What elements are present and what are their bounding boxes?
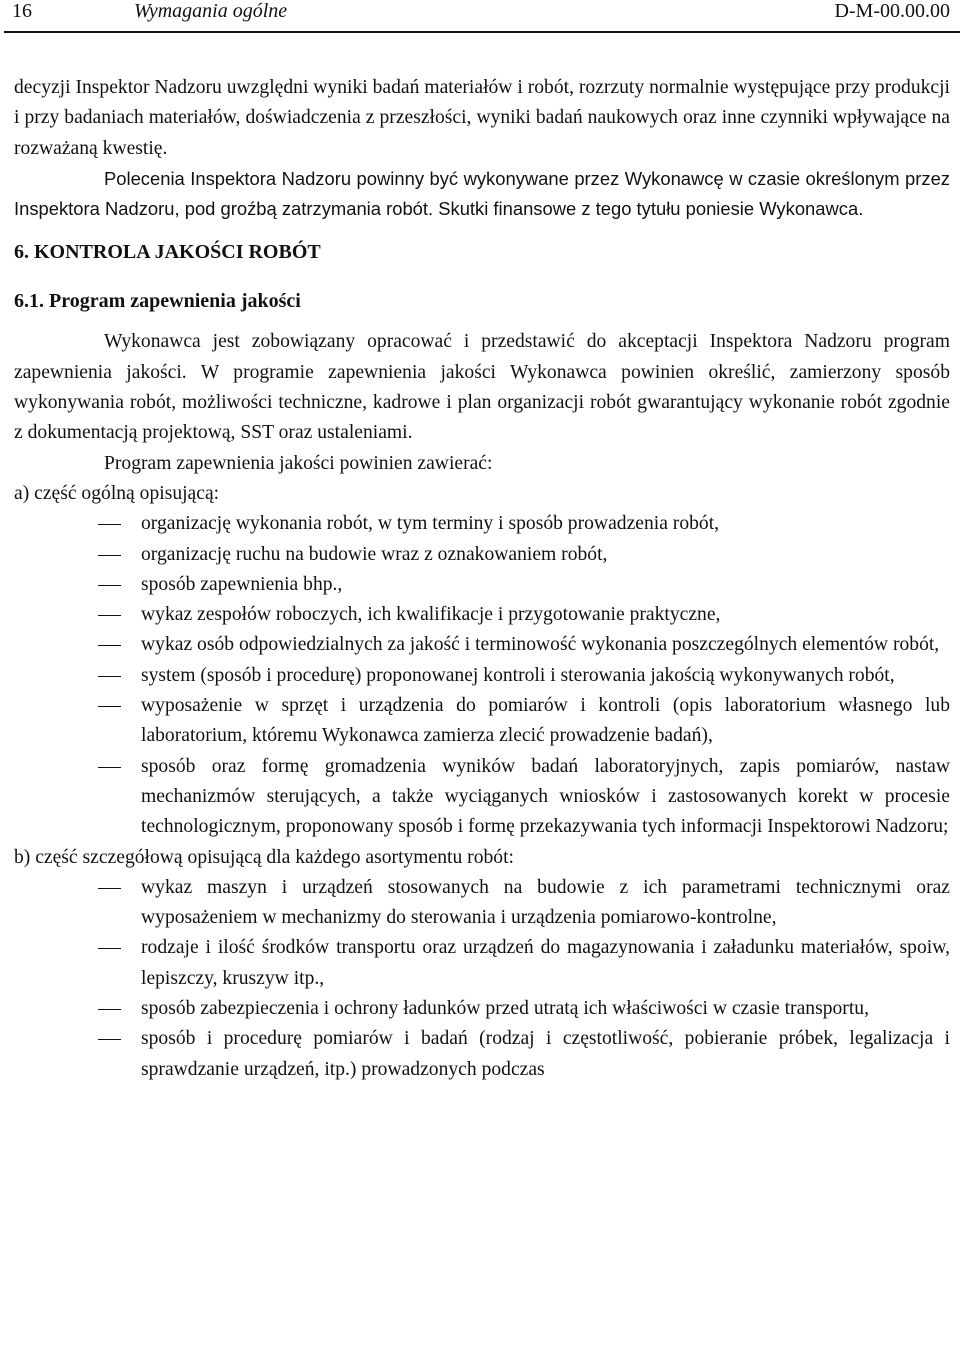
program-paragraph: Wykonawca jest zobowiązany opracować i przedstawić do akceptacji Inspektora Nadzoru program zapewnienia jakości. W programie zapewnienia jakości Wykonawca powinien określić, zamierzony sposób wykonywania robót, możliwości techniczne, kadrowe i plan organizacji robót gwarantujący wykonanie robót zgodnie z dokumentacją projektową, SST oraz ustaleniami. [14,331,950,444]
part-a-list [14,509,950,842]
dash-bullet-icon [98,1039,121,1040]
dash-bullet-icon [98,706,121,707]
program-contents-intro: Program zapewnienia jakości powinien zawierać: [104,452,493,474]
dash-bullet-icon [98,1009,121,1010]
list-item: organizację wykonania robót, w tym terminy i sposób prowadzenia robót, [14,509,950,539]
list-item: sposób zabezpieczenia i ochrony ładunków przed utratą ich właściwości w czasie transportu, [14,994,950,1024]
list-item: wyposażenie w sprzęt i urządzenia do pomiarów i kontroli (opis laboratorium własnego lub laboratorium, któremu Wykonawca zamierza zlecić prowadzenie badań), [14,691,950,752]
subsection-heading: 6.1. Program zapewnienia jakości [14,290,301,313]
list-item: sposób i procedurę pomiarów i badań (rodzaj i częstotliwość, pobieranie próbek, legalizacja i sprawdzanie urządzeń, itp.) prowadzonych podczas [14,1024,950,1085]
part-b-label: b) część szczegółową opisującą dla każdego asortymentu robót: [14,846,514,868]
list-item: sposób oraz formę gromadzenia wyników badań laboratoryjnych, zapis pomiarów, nastaw mechanizmów sterujących, a także wyciąganych wniosków i zastosowanych korekt w procesie technologicznym, proponowany sposób i formę przekazywania tych informacji Inspektorowi Nadzoru; [14,752,950,843]
header-title: Wymagania ogólne [134,0,288,22]
page-number: 16 [12,0,32,22]
instruction-paragraph: Polecenia Inspektora Nadzoru powinny być wykonywane przez Wykonawcę w czasie określonym przez Inspektora Nadzoru, pod groźbą zatrzymania robót. Skutki finansowe z tego tytułu poniesie Wykonawca. [14,167,950,220]
list-item: system (sposób i procedurę) proponowanej kontroli i sterowania jakością wykonywanych robót, [14,661,950,691]
dash-bullet-icon [98,645,121,646]
dash-bullet-icon [98,767,121,768]
list-item: sposób zapewnienia bhp., [14,570,950,600]
list-item: rodzaje i ilość środków transportu oraz urządzeń do magazynowania i załadunku materiałów, spoiw, lepiszczy, kruszyw itp., [14,933,950,994]
list-item: organizację ruchu na budowie wraz z oznakowaniem robót, [14,540,950,570]
intro-paragraph: decyzji Inspektor Nadzoru uwzględni wyniki badań materiałów i robót, rozrzuty normalnie występujące przy produkcji i przy badaniach materiałów, doświadczenia z przeszłości, wyniki badań naukowych oraz inne czynniki wpływające na rozważaną kwestię. [14,77,950,159]
section-heading: 6. KONTROLA JAKOŚCI ROBÓT [14,241,321,264]
document-page [14,0,950,1085]
list-item: wykaz osób odpowiedzialnych za jakość i terminowość wykonania poszczególnych elementów robót, [14,630,950,660]
document-code: D-M-00.00.00 [834,0,950,22]
dash-bullet-icon [98,676,121,677]
dash-bullet-icon [98,555,121,556]
part-a-label: a) część ogólną opisującą: [14,482,220,504]
list-item: wykaz zespołów roboczych, ich kwalifikacje i przygotowanie praktyczne, [14,600,950,630]
dash-bullet-icon [98,524,121,525]
dash-bullet-icon [98,948,121,949]
dash-bullet-icon [98,615,121,616]
dash-bullet-icon [98,888,121,889]
page-header [4,0,960,33]
part-b-list [14,873,950,1085]
dash-bullet-icon [98,585,121,586]
list-item: wykaz maszyn i urządzeń stosowanych na budowie z ich parametrami technicznymi oraz wyposażeniem w mechanizmy do sterowania i urządzenia pomiarowo-kontrolne, [14,873,950,934]
